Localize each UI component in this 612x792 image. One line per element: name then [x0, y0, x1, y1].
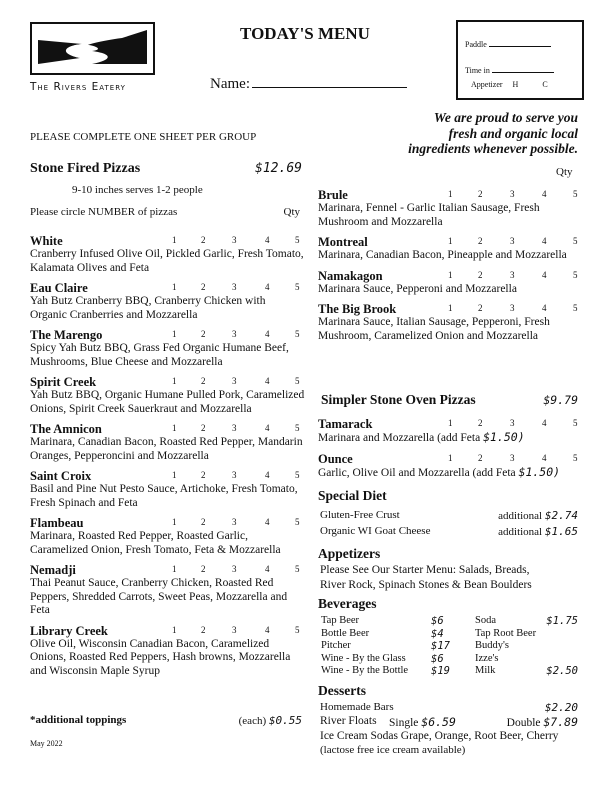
qty-option-4[interactable]: 4 [542, 303, 547, 313]
qty-option-5[interactable]: 5 [573, 236, 578, 246]
pizza-name: Tamarack [318, 417, 373, 431]
qty-option-2[interactable]: 2 [478, 269, 483, 280]
qty-option-4[interactable]: 4 [265, 624, 270, 635]
additional-toppings: *additional toppings (each) $0.55 [30, 714, 302, 727]
qty-label: Qty [556, 166, 573, 178]
qty-option-4[interactable]: 4 [265, 423, 270, 433]
qty-option-1[interactable]: 1 [172, 423, 177, 433]
qty-option-4[interactable]: 4 [265, 329, 270, 339]
qty-option-2[interactable]: 2 [201, 564, 206, 574]
qty-option-2[interactable]: 2 [201, 376, 206, 386]
qty-option-5[interactable]: 5 [295, 423, 300, 433]
name-label: Name: [210, 76, 250, 92]
qty-option-5[interactable]: 5 [573, 189, 578, 199]
qty-option-2[interactable]: 2 [201, 470, 206, 480]
description-text: Olive Oil, Wisconsin Canadian Bacon, Caramelized Onions, Roasted Red Peppers, Hash browns, Mozzarella and Wisconsin Maple Syrup [30, 637, 291, 677]
qty-option-5[interactable]: 5 [295, 235, 300, 245]
pizza-name: The Marengo [30, 328, 103, 342]
qty-option-1[interactable]: 1 [448, 269, 453, 280]
qty-option-3[interactable]: 3 [232, 470, 237, 480]
beverage-item [321, 615, 459, 627]
qty-option-2[interactable]: 2 [201, 329, 206, 339]
qty-option-5[interactable]: 5 [573, 303, 578, 313]
description-text: Marinara, Fennel - Garlic Italian Sausage, Fresh Mushroom and Mozzarella [318, 202, 540, 228]
appetizer-row [471, 80, 548, 89]
qty-option-2[interactable]: 2 [201, 624, 206, 635]
pizza-list-left [30, 234, 305, 684]
pizza-name: The Big Brook [318, 302, 397, 316]
beverage-item [475, 615, 578, 627]
paddle-field[interactable] [465, 40, 551, 49]
qty-option-1[interactable]: 1 [448, 452, 453, 463]
pizza-name: Library Creek [30, 623, 108, 638]
qty-option-3[interactable]: 3 [232, 624, 237, 635]
qty-option-2[interactable]: 2 [478, 303, 483, 313]
appetizer-label: Appetizer [471, 80, 503, 89]
description-text: Marinara, Roasted Red Pepper, Roasted Garlic, Caramelized Onion, Fresh Tomato, Feta & Mozzarella [30, 530, 281, 556]
page-title: TODAY'S MENU [240, 24, 370, 43]
pizza-name: Nemadji [30, 563, 76, 577]
pizza-item [30, 624, 305, 679]
logo-text: The Rivers Eatery [30, 81, 126, 93]
qty-option-1[interactable]: 1 [172, 624, 177, 635]
qty-option-1[interactable]: 1 [172, 564, 177, 574]
pizza-item [318, 235, 580, 263]
beverage-name: Izze's [475, 652, 499, 664]
pizza-name: Namakagon [318, 268, 383, 283]
time-in-field[interactable] [465, 66, 554, 75]
description-text: Marinara and Mozzarella (add Feta [318, 432, 484, 444]
date-footer: May 2022 [30, 739, 63, 748]
hot-option[interactable]: H [512, 80, 519, 89]
pizza-item [30, 328, 305, 369]
qty-option-4[interactable]: 4 [265, 282, 270, 292]
lactose-note: (lactose free ice cream available) [320, 744, 466, 756]
description-text: Marinara Sauce, Italian Sausage, Pepperoni, Fresh Mushroom, Caramelized Onion and Mozzarella [318, 316, 550, 342]
qty-option-1[interactable]: 1 [172, 329, 177, 339]
pizza-item [318, 269, 580, 297]
qty-option-3[interactable]: 3 [232, 282, 237, 292]
pizza-item [318, 188, 580, 229]
qty-option-5[interactable]: 5 [295, 376, 300, 386]
description-text: Marinara, Canadian Bacon, Pineapple and Mozzarella [318, 249, 567, 261]
qty-option-3[interactable]: 3 [232, 423, 237, 433]
pizza-description [30, 248, 305, 275]
qty-option-4[interactable]: 4 [265, 517, 270, 527]
beverage-price: $17 [431, 640, 450, 652]
pizza-description [30, 389, 305, 416]
goat-cheese-row: Organic WI Goat Cheese additional $1.65 [320, 525, 578, 538]
pizza-item [318, 417, 580, 446]
pizza-name: White [30, 234, 63, 248]
qty-option-5[interactable]: 5 [295, 470, 300, 480]
beverages-heading: Beverages [318, 596, 377, 611]
cold-option[interactable]: C [542, 80, 548, 89]
description-text: Marinara, Canadian Bacon, Roasted Red Pepper, Mandarin Oranges, Pepperoncini and Mozzarella [30, 436, 303, 462]
pizza-name: Montreal [318, 235, 368, 249]
qty-option-5[interactable]: 5 [295, 517, 300, 527]
pizza-item [30, 281, 305, 322]
beverage-item [321, 640, 459, 652]
qty-option-1[interactable]: 1 [448, 418, 453, 428]
qty-option-3[interactable]: 3 [510, 269, 515, 280]
beverage-name: Bottle Beer [321, 627, 370, 639]
qty-option-2[interactable]: 2 [478, 452, 483, 463]
qty-option-4[interactable]: 4 [542, 452, 547, 463]
feta-price: $1.50) [483, 430, 525, 444]
pizza-name: Brule [318, 188, 348, 202]
beverage-name: Pitcher [321, 640, 351, 651]
circle-note: Please circle NUMBER of pizzas Qty [30, 206, 300, 218]
pizza-description [30, 483, 305, 510]
pizza-item [30, 516, 305, 557]
qty-option-5[interactable]: 5 [573, 269, 578, 280]
beverage-item [321, 628, 459, 640]
pizza-item [30, 469, 305, 510]
qty-option-2[interactable]: 2 [201, 517, 206, 527]
qty-option-2[interactable]: 2 [201, 423, 206, 433]
ice-cream-sodas: Ice Cream Sodas Grape, Orange, Root Beer, Cherry [320, 730, 559, 742]
paddle-label: Paddle [465, 40, 487, 49]
pizza-description [30, 436, 305, 463]
section-title: Stone Fired Pizzas [30, 161, 141, 176]
qty-option-4[interactable]: 4 [542, 418, 547, 428]
homemade-bars-row: Homemade Bars $2.20 [320, 701, 578, 714]
pizza-description [318, 316, 580, 343]
beverage-item [475, 665, 578, 677]
beverage-name: Wine - By the Bottle [321, 665, 409, 676]
beverage-price: $2.50 [546, 665, 578, 677]
pizza-list-right [318, 188, 580, 349]
beverage-item [475, 640, 578, 652]
qty-option-1[interactable]: 1 [448, 303, 453, 313]
pizza-item [318, 452, 580, 481]
description-text: Thai Peanut Sauce, Cranberry Chicken, Roasted Red Peppers, Shredded Carrots, Sweet Peas, Mozzarella and Feta [30, 577, 288, 616]
pizza-item [30, 375, 305, 416]
description-text: Yah Butz BBQ, Organic Humane Pulled Pork, Caramelized Onions, Spirit Creek Sauerkraut and Mozzarella [30, 389, 305, 415]
qty-option-5[interactable]: 5 [295, 564, 300, 574]
qty-label: Qty [283, 206, 300, 218]
time-in-label: Time in [465, 66, 490, 75]
feta-price: $1.50) [518, 464, 561, 479]
qty-option-4[interactable]: 4 [265, 564, 270, 574]
beverage-item [321, 665, 459, 677]
pizza-item [30, 234, 305, 275]
pizza-description [30, 295, 305, 322]
qty-option-2[interactable]: 2 [478, 189, 483, 199]
appetizers-text: Please See Our Starter Menu: Salads, Breads, River Rock, Spinach Stones & Bean Boulders [320, 564, 532, 591]
beverage-name: Buddy's [475, 640, 509, 651]
qty-option-3[interactable]: 3 [510, 303, 515, 313]
beverage-name: Milk [475, 665, 496, 676]
qty-option-5[interactable]: 5 [295, 282, 300, 292]
beverage-price: $6 [431, 652, 444, 665]
qty-option-1[interactable]: 1 [448, 189, 453, 199]
logo-river-icon [30, 22, 155, 75]
beverage-item [475, 628, 578, 640]
stone-fired-heading [30, 161, 302, 177]
pizza-name: Eau Claire [30, 281, 88, 295]
qty-option-4[interactable]: 4 [542, 269, 547, 280]
beverage-name: Wine - By the Glass [321, 652, 406, 664]
qty-option-1[interactable]: 1 [172, 282, 177, 292]
appetizers-heading: Appetizers [318, 546, 381, 561]
qty-option-2[interactable]: 2 [478, 236, 483, 246]
qty-option-1[interactable]: 1 [172, 235, 177, 245]
qty-option-3[interactable]: 3 [232, 564, 237, 574]
section-price: $12.69 [255, 161, 302, 176]
pizza-description [30, 638, 305, 679]
pizza-item [318, 302, 580, 343]
beverage-price: $19 [431, 665, 450, 677]
instructions: PLEASE COMPLETE ONE SHEET PER GROUP [30, 131, 257, 143]
qty-option-3[interactable]: 3 [232, 376, 237, 386]
pizza-item [30, 563, 305, 618]
qty-option-3[interactable]: 3 [232, 235, 237, 245]
pizza-name: Spirit Creek [30, 375, 97, 389]
beverage-item [475, 653, 578, 665]
qty-option-2[interactable]: 2 [478, 418, 483, 428]
qty-option-4[interactable]: 4 [542, 189, 547, 199]
pizza-description [318, 466, 580, 481]
pizza-description [318, 249, 580, 263]
pizza-description [318, 202, 580, 229]
river-floats-row: River Floats Single $6.59 Double $7.89 [320, 715, 578, 729]
pizza-name: Ounce [318, 451, 353, 466]
pizza-description [30, 342, 305, 369]
pizza-description [30, 577, 305, 618]
qty-option-3[interactable]: 3 [232, 329, 237, 339]
qty-option-5[interactable]: 5 [573, 418, 578, 428]
qty-option-1[interactable]: 1 [448, 236, 453, 246]
description-text: Cranberry Infused Olive Oil, Pickled Garlic, Fresh Tomato, Kalamata Olives and Feta [30, 248, 304, 274]
qty-option-3[interactable]: 3 [232, 517, 237, 527]
pizza-name: The Amnicon [30, 422, 102, 436]
description-text: Spicy Yah Butz BBQ, Grass Fed Organic Humane Beef, Mushrooms, Blue Cheese and Mozzarella [30, 342, 289, 368]
qty-option-4[interactable]: 4 [542, 236, 547, 246]
order-ticket-box [456, 20, 584, 100]
description-text: Basil and Pine Nut Pesto Sauce, Artichoke, Fresh Tomato, Fresh Spinach and Feta [30, 483, 298, 509]
qty-option-4[interactable]: 4 [265, 470, 270, 480]
name-field[interactable] [210, 76, 407, 93]
special-diet-heading: Special Diet [318, 488, 387, 503]
beverage-name: Tap Root Beer [475, 627, 537, 639]
pizza-description [318, 431, 580, 446]
qty-option-3[interactable]: 3 [510, 452, 515, 463]
beverage-name: Soda [475, 615, 496, 626]
name-input-line[interactable] [252, 87, 407, 88]
qty-option-5[interactable]: 5 [573, 452, 578, 463]
beverage-name: Tap Beer [321, 615, 360, 626]
qty-option-4[interactable]: 4 [265, 376, 270, 386]
pizza-description [318, 283, 580, 297]
desserts-heading: Desserts [318, 683, 366, 698]
qty-option-3[interactable]: 3 [510, 418, 515, 428]
tagline: We are proud to serve you fresh and organic local ingredients whenever possible. [408, 110, 578, 156]
qty-option-3[interactable]: 3 [510, 189, 515, 199]
beverage-item [321, 653, 459, 665]
qty-option-2[interactable]: 2 [201, 282, 206, 292]
description-text: Marinara Sauce, Pepperoni and Mozzarella [318, 282, 517, 295]
pizza-name: Flambeau [30, 516, 84, 530]
pizza-description [30, 530, 305, 557]
qty-option-1[interactable]: 1 [172, 470, 177, 480]
qty-option-4[interactable]: 4 [265, 235, 270, 245]
description-text: Garlic, Olive Oil and Mozzarella (add Feta [318, 466, 519, 479]
description-text: Yah Butz Cranberry BBQ, Cranberry Chicken with Organic Cranberries and Mozzarella [30, 295, 266, 321]
simpler-pizza-list [318, 417, 580, 486]
simpler-heading: Simpler Stone Oven Pizzas $9.79 [321, 392, 578, 407]
qty-option-1[interactable]: 1 [172, 376, 177, 386]
pizza-item [30, 422, 305, 463]
qty-option-3[interactable]: 3 [510, 236, 515, 246]
gluten-free-row: Gluten-Free Crust additional $2.74 [320, 509, 578, 522]
qty-option-1[interactable]: 1 [172, 517, 177, 527]
qty-option-5[interactable]: 5 [295, 329, 300, 339]
size-note: 9-10 inches serves 1-2 people [72, 184, 203, 196]
pizza-name: Saint Croix [30, 469, 92, 483]
beverage-price: $1.75 [546, 615, 578, 627]
qty-option-5[interactable]: 5 [295, 624, 300, 635]
qty-option-2[interactable]: 2 [201, 235, 206, 245]
beverage-price: $4 [431, 627, 444, 640]
beverage-price: $6 [431, 615, 444, 627]
